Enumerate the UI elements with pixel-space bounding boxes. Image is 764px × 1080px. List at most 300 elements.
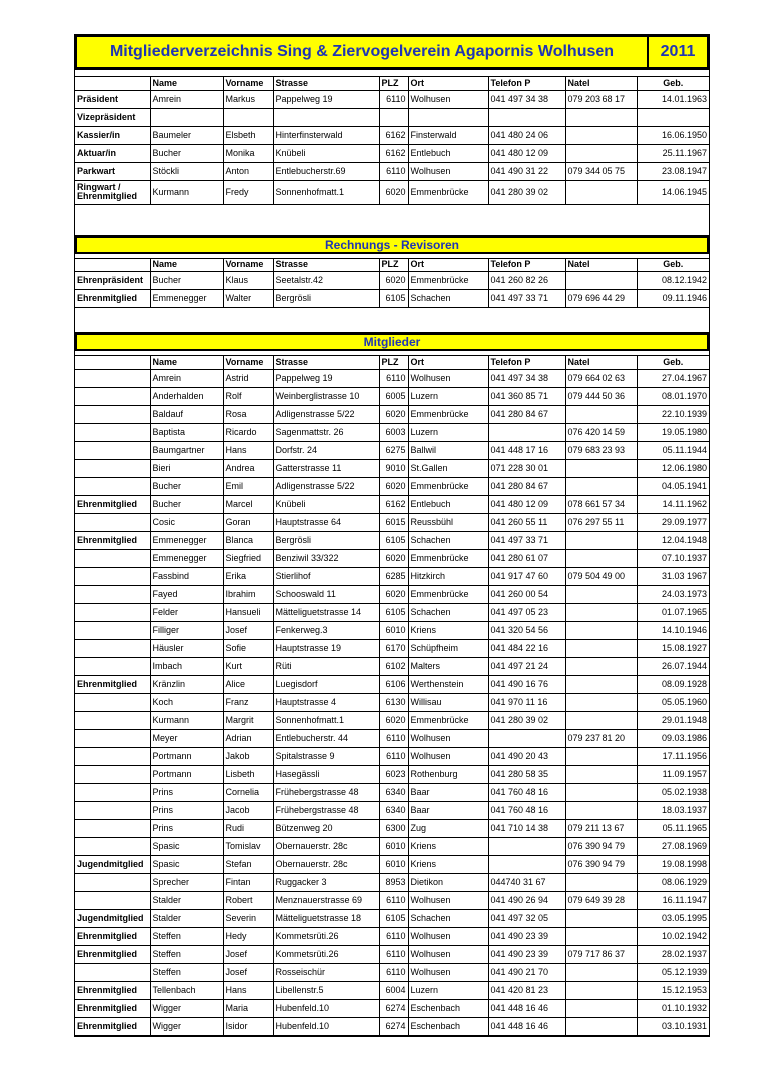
cell-natel [565, 639, 637, 657]
header-cell-role [75, 259, 150, 272]
cell-plz: 6130 [379, 693, 408, 711]
member-directory-sheet [74, 34, 710, 1037]
cell-strasse: Menznauerstrasse 69 [273, 891, 379, 909]
cell-vorname: Astrid [223, 369, 273, 387]
cell-plz: 6020 [379, 405, 408, 423]
cell-vorname: Kurt [223, 657, 273, 675]
cell-telefon: 041 280 84 67 [488, 477, 565, 495]
cell-plz: 6162 [379, 126, 408, 144]
table-row [75, 180, 709, 204]
cell-plz: 6110 [379, 891, 408, 909]
cell-telefon: 041 760 48 16 [488, 801, 565, 819]
cell-name: Spasic [150, 855, 223, 873]
cell-natel: 079 683 23 93 [565, 441, 637, 459]
cell-geb: 05.02.1938 [637, 783, 709, 801]
cell-geb: 15.08.1927 [637, 639, 709, 657]
cell-natel [565, 585, 637, 603]
table-row [75, 108, 709, 126]
cell-name: Bucher [150, 272, 223, 290]
table-row [75, 567, 709, 585]
cell-natel [565, 621, 637, 639]
cell-natel [565, 126, 637, 144]
cell-natel: 076 390 94 79 [565, 837, 637, 855]
cell-plz: 6285 [379, 567, 408, 585]
cell-strasse: Weinberglistrasse 10 [273, 387, 379, 405]
cell-vorname: Andrea [223, 459, 273, 477]
cell-telefon: 041 917 47 60 [488, 567, 565, 585]
cell-role [75, 765, 150, 783]
cell-vorname: Markus [223, 90, 273, 108]
cell-plz: 6020 [379, 711, 408, 729]
cell-vorname: Franz [223, 693, 273, 711]
cell-natel [565, 405, 637, 423]
table-row [75, 855, 709, 873]
cell-role [75, 783, 150, 801]
cell-natel: 078 661 57 34 [565, 495, 637, 513]
cell-name: Prins [150, 783, 223, 801]
cell-geb: 18.03.1937 [637, 801, 709, 819]
revisoren-head [75, 259, 709, 272]
header-cell-strasse: Strasse [273, 259, 379, 272]
cell-strasse: Seetalstr.42 [273, 272, 379, 290]
cell-vorname: Ibrahim [223, 585, 273, 603]
cell-strasse: Spitalstrasse 9 [273, 747, 379, 765]
cell-telefon: 041 497 05 23 [488, 603, 565, 621]
header-cell-natel: Natel [565, 77, 637, 90]
cell-role: Ehrenmitglied [75, 999, 150, 1017]
cell-plz: 6020 [379, 180, 408, 204]
cell-role: Ehrenmitglied [75, 531, 150, 549]
cell-vorname: Emil [223, 477, 273, 495]
cell-ort: Finsterwald [408, 126, 488, 144]
cell-role [75, 873, 150, 891]
cell-ort: Luzern [408, 387, 488, 405]
cell-strasse: Libellenstr.5 [273, 981, 379, 999]
cell-strasse: Obernauerstr. 28c [273, 837, 379, 855]
cell-role: Kassier/in [75, 126, 150, 144]
table-row [75, 927, 709, 945]
cell-strasse: Frühebergstrasse 48 [273, 783, 379, 801]
cell-plz: 6015 [379, 513, 408, 531]
cell-telefon: 041 320 54 56 [488, 621, 565, 639]
cell-strasse: Schooswald 11 [273, 585, 379, 603]
cell-plz: 6340 [379, 801, 408, 819]
cell-strasse: Mätteliguetstrasse 14 [273, 603, 379, 621]
cell-natel: 079 344 05 75 [565, 162, 637, 180]
cell-role [75, 513, 150, 531]
table-row [75, 981, 709, 999]
cell-geb: 14.01.1963 [637, 90, 709, 108]
cell-plz: 6020 [379, 549, 408, 567]
cell-strasse: Mätteliguetstrasse 18 [273, 909, 379, 927]
cell-vorname: Alice [223, 675, 273, 693]
cell-vorname: Elsbeth [223, 126, 273, 144]
cell-natel [565, 765, 637, 783]
cell-ort: Emmenbrücke [408, 405, 488, 423]
cell-telefon: 041 497 32 05 [488, 909, 565, 927]
cell-telefon: 041 480 24 06 [488, 126, 565, 144]
cell-role: Jugendmitglied [75, 855, 150, 873]
cell-ort: St.Gallen [408, 459, 488, 477]
cell-strasse: Luegisdorf [273, 675, 379, 693]
cell-vorname: Blanca [223, 531, 273, 549]
cell-name: Baptista [150, 423, 223, 441]
cell-ort: Hitzkirch [408, 567, 488, 585]
cell-plz: 6110 [379, 369, 408, 387]
table-row [75, 801, 709, 819]
cell-geb: 08.12.1942 [637, 272, 709, 290]
cell-ort: Kriens [408, 621, 488, 639]
cell-strasse: Bergrösli [273, 290, 379, 308]
cell-name: Kurmann [150, 711, 223, 729]
cell-role [75, 891, 150, 909]
cell-vorname: Cornelia [223, 783, 273, 801]
cell-natel [565, 711, 637, 729]
cell-geb: 04.05.1941 [637, 477, 709, 495]
cell-telefon: 041 260 55 11 [488, 513, 565, 531]
cell-vorname: Stefan [223, 855, 273, 873]
cell-vorname: Isidor [223, 1017, 273, 1035]
header-cell-plz: PLZ [379, 356, 408, 369]
cell-role: Ehrenmitglied [75, 1017, 150, 1035]
cell-role: Ehrenmitglied [75, 981, 150, 999]
cell-geb: 05.11.1944 [637, 441, 709, 459]
cell-telefon: 041 448 16 46 [488, 1017, 565, 1035]
cell-natel [565, 693, 637, 711]
cell-plz: 6020 [379, 477, 408, 495]
cell-geb: 31.03 1967 [637, 567, 709, 585]
table-row [75, 603, 709, 621]
table-row [75, 290, 709, 308]
cell-geb: 12.04.1948 [637, 531, 709, 549]
cell-role: Ehrenmitglied [75, 927, 150, 945]
cell-role: Jugendmitglied [75, 909, 150, 927]
table-row [75, 144, 709, 162]
spacer [75, 70, 709, 77]
cell-vorname: Goran [223, 513, 273, 531]
header-cell-geb: Geb. [637, 259, 709, 272]
cell-natel: 079 717 86 37 [565, 945, 637, 963]
cell-ort: Emmenbrücke [408, 549, 488, 567]
cell-name: Felder [150, 603, 223, 621]
table-row [75, 477, 709, 495]
cell-plz: 6005 [379, 387, 408, 405]
cell-name: Kurmann [150, 180, 223, 204]
cell-name: Steffen [150, 945, 223, 963]
cell-geb: 29.09.1977 [637, 513, 709, 531]
cell-plz: 6110 [379, 162, 408, 180]
cell-vorname: Klaus [223, 272, 273, 290]
cell-natel [565, 477, 637, 495]
cell-name: Portmann [150, 765, 223, 783]
cell-ort: Wolhusen [408, 747, 488, 765]
cell-telefon: 041 760 48 16 [488, 783, 565, 801]
table-row [75, 909, 709, 927]
cell-ort: Schachen [408, 531, 488, 549]
header-cell-role [75, 356, 150, 369]
cell-plz: 9010 [379, 459, 408, 477]
cell-plz: 6003 [379, 423, 408, 441]
cell-strasse: Knübeli [273, 495, 379, 513]
cell-plz: 6105 [379, 531, 408, 549]
cell-ort [408, 108, 488, 126]
cell-ort: Schüpfheim [408, 639, 488, 657]
cell-ort: Malters [408, 657, 488, 675]
cell-ort: Dietikon [408, 873, 488, 891]
cell-ort: Eschenbach [408, 1017, 488, 1035]
table-row [75, 90, 709, 108]
cell-natel [565, 272, 637, 290]
cell-plz: 6106 [379, 675, 408, 693]
table-row [75, 711, 709, 729]
cell-natel [565, 459, 637, 477]
cell-strasse: Frühebergstrasse 48 [273, 801, 379, 819]
cell-ort: Schachen [408, 290, 488, 308]
table-row [75, 272, 709, 290]
cell-name: Steffen [150, 927, 223, 945]
cell-telefon [488, 729, 565, 747]
title-banner [75, 35, 709, 70]
cell-vorname: Lisbeth [223, 765, 273, 783]
table-row [75, 369, 709, 387]
cell-plz: 6023 [379, 765, 408, 783]
document-year: 2011 [649, 35, 709, 69]
cell-telefon: 041 484 22 16 [488, 639, 565, 657]
document-title: Mitgliederverzeichnis Sing & Ziervogelverein Agapornis Wolhusen [75, 35, 649, 69]
cell-geb: 25.11.1967 [637, 144, 709, 162]
cell-telefon: 041 480 12 09 [488, 495, 565, 513]
cell-role: Vizepräsident [75, 108, 150, 126]
mitglieder-head [75, 356, 709, 369]
table-header-row [75, 259, 709, 272]
cell-strasse: Adligenstrasse 5/22 [273, 477, 379, 495]
table-row [75, 495, 709, 513]
table-row [75, 963, 709, 981]
cell-ort: Eschenbach [408, 999, 488, 1017]
cell-strasse: Sonnenhofmatt.1 [273, 180, 379, 204]
cell-plz: 6102 [379, 657, 408, 675]
cell-strasse: Hubenfeld.10 [273, 999, 379, 1017]
cell-strasse: Obernauerstr. 28c [273, 855, 379, 873]
cell-role [75, 837, 150, 855]
cell-plz: 6162 [379, 495, 408, 513]
cell-geb: 29.01.1948 [637, 711, 709, 729]
vorstand-body [75, 90, 709, 204]
cell-name: Baldauf [150, 405, 223, 423]
cell-plz: 6010 [379, 855, 408, 873]
cell-role: Präsident [75, 90, 150, 108]
cell-strasse [273, 108, 379, 126]
cell-vorname: Adrian [223, 729, 273, 747]
header-cell-vorname: Vorname [223, 356, 273, 369]
cell-geb: 19.08.1998 [637, 855, 709, 873]
table-row [75, 819, 709, 837]
cell-plz: 6110 [379, 963, 408, 981]
revisoren-table [75, 259, 709, 309]
table-row [75, 621, 709, 639]
cell-role: Ehrenpräsident [75, 272, 150, 290]
cell-ort: Rothenburg [408, 765, 488, 783]
cell-role [75, 657, 150, 675]
cell-role [75, 405, 150, 423]
cell-plz: 6105 [379, 290, 408, 308]
header-cell-telefon: Telefon P [488, 356, 565, 369]
cell-vorname: Hedy [223, 927, 273, 945]
cell-telefon: 041 497 34 38 [488, 90, 565, 108]
cell-telefon: 041 497 34 38 [488, 369, 565, 387]
cell-telefon: 041 280 84 67 [488, 405, 565, 423]
cell-natel [565, 963, 637, 981]
cell-ort: Wolhusen [408, 945, 488, 963]
cell-plz: 6274 [379, 1017, 408, 1035]
cell-role [75, 693, 150, 711]
table-row [75, 639, 709, 657]
cell-telefon: 041 490 20 43 [488, 747, 565, 765]
cell-plz: 6110 [379, 945, 408, 963]
cell-strasse: Hauptstrasse 19 [273, 639, 379, 657]
header-cell-vorname: Vorname [223, 259, 273, 272]
table-row [75, 162, 709, 180]
cell-vorname: Anton [223, 162, 273, 180]
table-row [75, 549, 709, 567]
cell-name: Steffen [150, 963, 223, 981]
cell-vorname: Walter [223, 290, 273, 308]
cell-strasse: Fenkerweg.3 [273, 621, 379, 639]
cell-name: Fassbind [150, 567, 223, 585]
cell-geb: 16.11.1947 [637, 891, 709, 909]
cell-role [75, 477, 150, 495]
cell-plz: 6170 [379, 639, 408, 657]
cell-geb: 05.12.1939 [637, 963, 709, 981]
cell-strasse: Adligenstrasse 5/22 [273, 405, 379, 423]
cell-ort: Emmenbrücke [408, 585, 488, 603]
cell-telefon: 041 360 85 71 [488, 387, 565, 405]
cell-name: Emmenegger [150, 290, 223, 308]
cell-strasse: Kommetsrüti.26 [273, 945, 379, 963]
cell-natel: 076 297 55 11 [565, 513, 637, 531]
cell-role [75, 441, 150, 459]
cell-geb: 08.01.1970 [637, 387, 709, 405]
cell-telefon: 041 490 26 94 [488, 891, 565, 909]
cell-name: Spasic [150, 837, 223, 855]
cell-natel [565, 909, 637, 927]
header-cell-name: Name [150, 259, 223, 272]
cell-name: Filliger [150, 621, 223, 639]
cell-natel: 076 390 94 79 [565, 855, 637, 873]
cell-ort: Emmenbrücke [408, 477, 488, 495]
table-row [75, 999, 709, 1017]
cell-geb: 09.03.1986 [637, 729, 709, 747]
cell-role [75, 729, 150, 747]
cell-name: Baumeler [150, 126, 223, 144]
cell-ort: Schachen [408, 909, 488, 927]
cell-vorname: Robert [223, 891, 273, 909]
cell-telefon: 041 490 23 39 [488, 945, 565, 963]
cell-geb: 08.09.1928 [637, 675, 709, 693]
cell-name: Wigger [150, 1017, 223, 1035]
cell-plz: 6020 [379, 272, 408, 290]
cell-ort: Luzern [408, 423, 488, 441]
cell-vorname: Tomislav [223, 837, 273, 855]
cell-strasse: Benziwil 33/322 [273, 549, 379, 567]
table-header-row [75, 77, 709, 90]
table-row [75, 1017, 709, 1035]
cell-ort: Baar [408, 801, 488, 819]
header-cell-vorname: Vorname [223, 77, 273, 90]
cell-role [75, 621, 150, 639]
cell-natel: 079 649 39 28 [565, 891, 637, 909]
cell-geb: 07.10.1937 [637, 549, 709, 567]
cell-plz: 8953 [379, 873, 408, 891]
cell-plz: 6105 [379, 909, 408, 927]
cell-geb: 11.09.1957 [637, 765, 709, 783]
cell-ort: Wolhusen [408, 927, 488, 945]
cell-telefon: 041 710 14 38 [488, 819, 565, 837]
cell-telefon [488, 837, 565, 855]
cell-natel [565, 531, 637, 549]
cell-telefon: 041 420 81 23 [488, 981, 565, 999]
cell-vorname: Marcel [223, 495, 273, 513]
cell-telefon: 041 497 21 24 [488, 657, 565, 675]
cell-telefon: 041 448 17 16 [488, 441, 565, 459]
table-row [75, 441, 709, 459]
cell-name: Bucher [150, 144, 223, 162]
cell-natel [565, 801, 637, 819]
cell-ort: Wolhusen [408, 963, 488, 981]
cell-role [75, 387, 150, 405]
cell-geb: 03.10.1931 [637, 1017, 709, 1035]
cell-strasse: Entlebucherstr.69 [273, 162, 379, 180]
cell-plz: 6110 [379, 90, 408, 108]
header-cell-name: Name [150, 356, 223, 369]
cell-ort: Emmenbrücke [408, 180, 488, 204]
header-cell-plz: PLZ [379, 259, 408, 272]
cell-vorname: Ricardo [223, 423, 273, 441]
cell-telefon [488, 855, 565, 873]
cell-strasse: Pappelweg 19 [273, 369, 379, 387]
cell-name: Anderhalden [150, 387, 223, 405]
cell-name [150, 108, 223, 126]
cell-natel [565, 1017, 637, 1035]
cell-telefon: 041 260 82 26 [488, 272, 565, 290]
cell-role [75, 801, 150, 819]
cell-ort: Schachen [408, 603, 488, 621]
cell-geb: 27.04.1967 [637, 369, 709, 387]
cell-name: Amrein [150, 369, 223, 387]
table-row [75, 387, 709, 405]
cell-natel [565, 549, 637, 567]
cell-vorname: Jacob [223, 801, 273, 819]
cell-vorname: Josef [223, 621, 273, 639]
cell-ort: Baar [408, 783, 488, 801]
cell-role: Ehrenmitglied [75, 290, 150, 308]
cell-vorname: Rolf [223, 387, 273, 405]
cell-plz: 6010 [379, 621, 408, 639]
cell-vorname: Jakob [223, 747, 273, 765]
cell-name: Tellenbach [150, 981, 223, 999]
cell-geb: 10.02.1942 [637, 927, 709, 945]
cell-strasse: Hubenfeld.10 [273, 1017, 379, 1035]
header-cell-telefon: Telefon P [488, 259, 565, 272]
cell-strasse: Hauptstrasse 4 [273, 693, 379, 711]
cell-natel: 079 664 02 63 [565, 369, 637, 387]
cell-vorname [223, 108, 273, 126]
cell-telefon: 041 490 23 39 [488, 927, 565, 945]
cell-name: Kränzlin [150, 675, 223, 693]
cell-plz: 6274 [379, 999, 408, 1017]
cell-ort: Entlebuch [408, 495, 488, 513]
header-cell-ort: Ort [408, 77, 488, 90]
